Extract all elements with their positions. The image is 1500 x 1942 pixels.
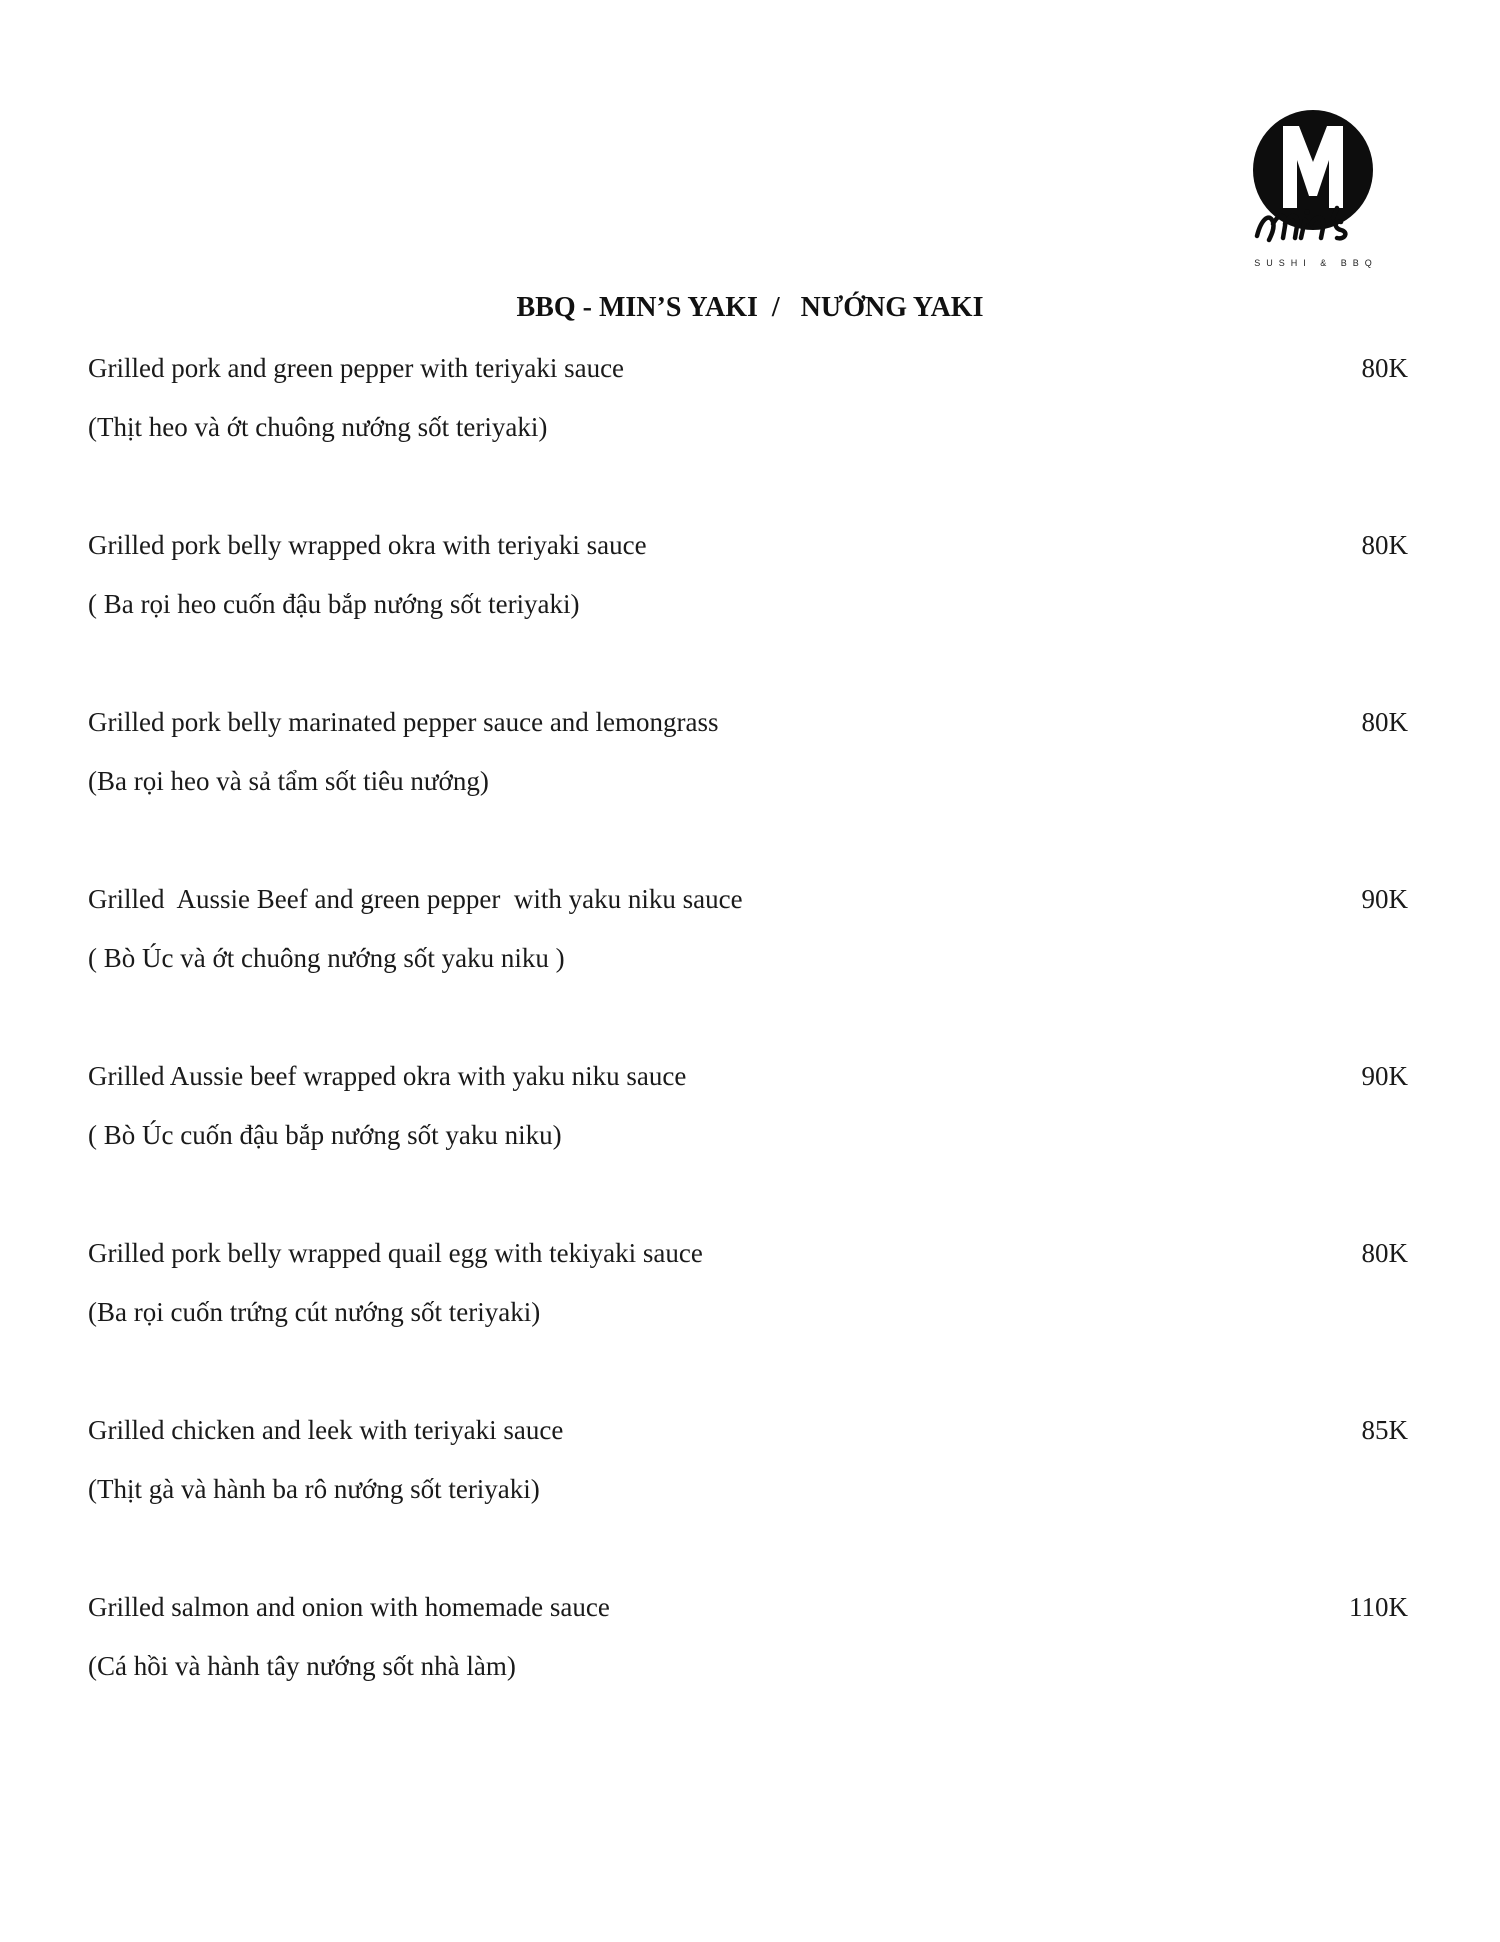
item-name: Grilled Aussie beef wrapped okra with yaku niku sauce [88,1061,687,1091]
item-name: Grilled pork belly wrapped quail egg with tekiyaki sauce [88,1238,703,1268]
menu-item [88,1058,1408,1235]
item-vietnamese-name: ( Bò Úc cuốn đậu bắp nướng sốt yaku niku) [88,1120,562,1150]
item-price: 80K [1361,1238,1408,1268]
item-vietnamese-name: (Ba rọi heo và sả tẩm sốt tiêu nướng) [88,766,489,796]
item-vietnamese-name: (Cá hồi và hành tây nướng sốt nhà làm) [88,1651,516,1681]
brand-logo [1249,104,1383,272]
item-price: 80K [1361,353,1408,383]
item-price: 85K [1361,1415,1408,1445]
item-vietnamese-name: (Thịt heo và ớt chuông nướng sốt teriyaki) [88,412,548,442]
menu-title: BBQ - MIN’S YAKI / NƯỚNG YAKI [516,292,984,323]
item-vietnamese-name: (Thịt gà và hành ba rô nướng sốt teriyaki) [88,1474,540,1504]
item-name: Grilled salmon and onion with homemade sauce [88,1592,610,1622]
item-vietnamese-name: (Ba rọi cuốn trứng cút nướng sốt teriyaki) [88,1297,541,1327]
item-price: 90K [1361,884,1408,914]
item-name: Grilled pork belly wrapped okra with teriyaki sauce [88,530,647,560]
item-name: Grilled chicken and leek with teriyaki sauce [88,1415,564,1445]
menu-item [88,350,1408,527]
menu-item [88,527,1408,704]
menu-item [88,1235,1408,1412]
item-name: Grilled Aussie Beef and green pepper with yaku niku sauce [88,884,743,914]
item-name: Grilled pork belly marinated pepper sauce and lemongrass [88,707,719,737]
menu-item [88,1412,1408,1589]
menu-item [88,1589,1408,1766]
item-price: 80K [1361,530,1408,560]
menu-item-list [88,350,1408,1766]
mins-logo-icon [1249,104,1383,254]
item-price: 110K [1349,1592,1408,1622]
item-price: 90K [1361,1061,1408,1091]
item-name: Grilled pork and green pepper with teriyaki sauce [88,353,625,383]
menu-item [88,881,1408,1058]
item-price: 80K [1361,707,1408,737]
menu-item [88,704,1408,881]
logo-subtitle: SUSHI & BBQ [1254,258,1378,268]
item-vietnamese-name: ( Ba rọi heo cuốn đậu bắp nướng sốt teriyaki) [88,589,580,619]
item-vietnamese-name: ( Bò Úc và ớt chuông nướng sốt yaku niku ) [88,943,565,973]
